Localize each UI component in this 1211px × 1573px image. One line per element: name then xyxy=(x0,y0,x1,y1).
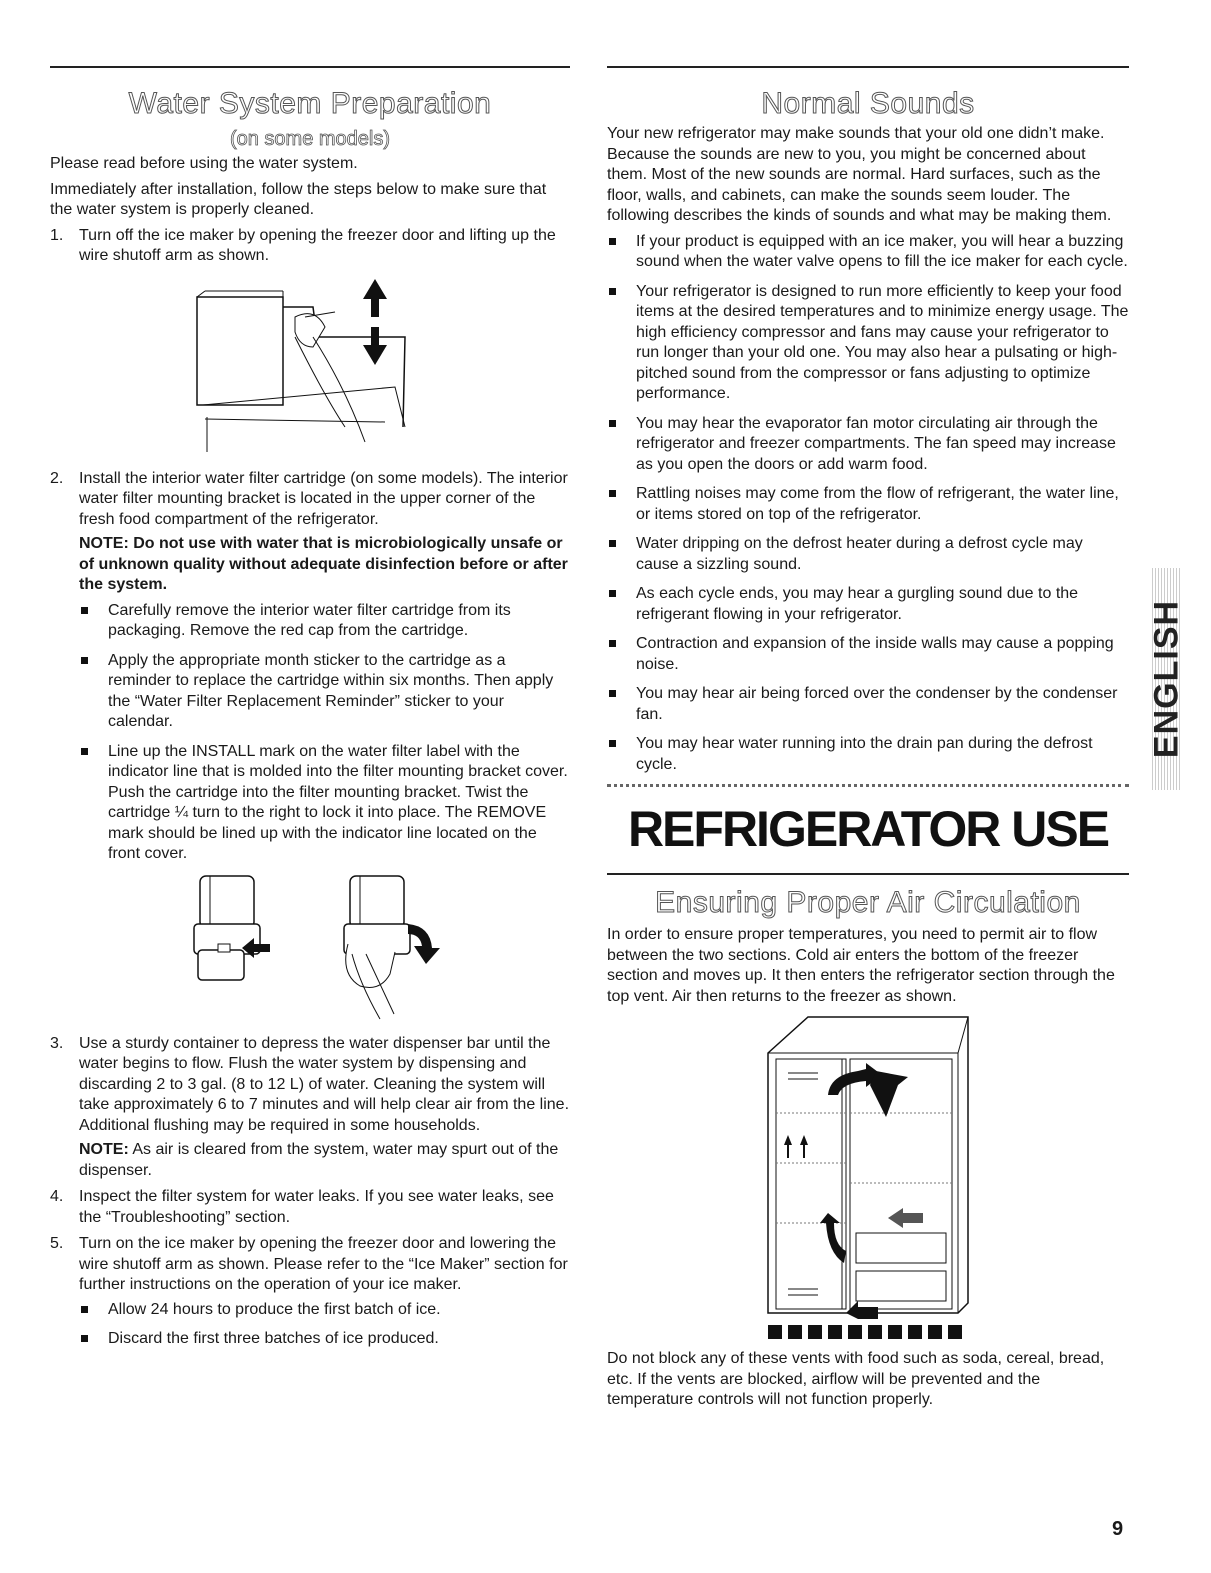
air-circulation-title: Ensuring Proper Air Circulation xyxy=(655,886,1081,919)
step-2: 2. Install the interior water filter cartridge (on some models). The interior water filter mounting bracket is located in the upper corner of the fresh food compartment of the refrigerator. NOTE: Do not use with water that is microbiologically unsafe or of unknown quality without adequate disinfection before or after the system. Carefully remove the interior water filter cartridge from its packaging. Remove the red cap from the cartridge. Apply the appropriate month sticker to the cartridge as a reminder to replace the cartridge within six months. Then apply the “Water Filter Replacement Reminder” sticker to your calendar. Line up the INSTALL mark on the water filter label with the indicator line that is molded into the filter mounting bracket cover. Push the cartridge into the filter mounting bracket. Twist the cartridge ¼ turn to the right to lock it into place. The REMOVE mark should be lined up with the indicator line located on the front cover. xyxy=(50,469,570,865)
intro-paragraph-2: Immediately after installation, follow the steps below to make sure that the water system is properly cleaned. xyxy=(50,180,547,218)
step-5: 5. Turn on the ice maker by opening the freezer door and lowering the wire shutoff arm as shown. Please refer to the “Ice Maker” section for further instructions on the operation of your ice maker. Allow 24 hours to produce the first batch of ice. Discard the first three batches of ice produced. xyxy=(50,1234,570,1350)
steps-list-3 xyxy=(50,1034,570,1350)
right-column xyxy=(607,66,1129,1416)
normal-sounds-title: Normal Sounds xyxy=(761,87,975,120)
list-item: You may hear the evaporator fan motor circulating air through the refrigerator and freezer compartments. The fan speed may increase as you open the doors or add warm food. xyxy=(607,414,1129,476)
dotted-divider xyxy=(607,784,1129,793)
steps-list xyxy=(50,226,570,267)
section-rule xyxy=(607,66,1129,68)
list-item: You may hear air being forced over the condenser by the condenser fan. xyxy=(607,684,1129,725)
water-system-title: Water System Preparation xyxy=(128,87,492,120)
list-item: You may hear water running into the drain pan during the defrost cycle. xyxy=(607,734,1129,775)
step-2-bullets xyxy=(79,601,570,865)
step-1: 1. Turn off the ice maker by opening the freezer door and lifting up the wire shutoff arm as shown. xyxy=(50,226,556,264)
steps-list-2 xyxy=(50,469,570,865)
step-3: 3. Use a sturdy container to depress the water dispenser bar until the water begins to flow. Flush the water system by dispensing and discarding 2 to 3 gal. (8 to 12 L) of water. Cleaning the system will take approximately 6 to 7 minutes and will help clear air from the line. Additional flushing may be required in some households. NOTE: As air is cleared from the system, water may spurt out of the dispenser. xyxy=(50,1034,570,1182)
list-item: If your product is equipped with an ice maker, you will hear a buzzing sound when the water valve opens to fill the ice maker for each cycle. xyxy=(607,232,1129,273)
list-item: Allow 24 hours to produce the first batch of ice. xyxy=(79,1300,570,1321)
list-item: Rattling noises may come from the flow of refrigerant, the water line, or items stored on top of the refrigerator. xyxy=(607,484,1129,525)
air-circulation-figure xyxy=(758,1013,978,1343)
normal-sounds-intro: Your new refrigerator may make sounds that your old one didn’t make. Because the sounds are new to you, you might be concerned about them. Most of the new sounds are normal. Hard surfaces, such as the floor, walls, and cabinets, can make the sounds seem louder. The following describes the kinds of sounds and what may be making them. xyxy=(607,125,1112,224)
list-item: Your refrigerator is designed to run more efficiently to keep your food items at the desired temperatures and to minimize energy usage. The high efficiency compressor and fans may cause your refrigerator to run longer than your old one. You may also hear a pulsating or high-pitched sound from the compressor or fans adjusting to optimize performance. xyxy=(607,282,1129,405)
normal-sounds-list xyxy=(607,232,1129,776)
air-circulation-text: In order to ensure proper temperatures, you need to permit air to flow between the two sections. Cold air enters the bottom of the freezer section and moves up. It then enters the refrigerator section through the top vent. Air then returns to the freezer as shown. xyxy=(607,926,1115,1005)
page-number: 9 xyxy=(1112,1518,1124,1540)
water-system-subtitle: (on some models) xyxy=(229,128,391,150)
ice-maker-shutoff-figure xyxy=(195,277,425,457)
filter-cartridge-figure xyxy=(180,874,440,1024)
section-rule xyxy=(50,66,570,68)
section-rule xyxy=(607,873,1129,875)
step-3-note: NOTE: As air is cleared from the system, water may spurt out of the dispenser. xyxy=(79,1141,559,1179)
list-item: Carefully remove the interior water filter cartridge from its packaging. Remove the red cap from the cartridge. xyxy=(79,601,570,642)
language-side-tab: ENGLISH xyxy=(1152,568,1182,790)
air-circulation-warning: Do not block any of these vents with food such as soda, cereal, bread, etc. If the vents are blocked, airflow will be prevented and the temperature controls will not function properly. xyxy=(607,1350,1105,1408)
step-4: 4. Inspect the filter system for water leaks. If you see water leaks, see the “Troubleshooting” section. xyxy=(50,1188,554,1226)
list-item: Apply the appropriate month sticker to the cartridge as a reminder to replace the cartridge within six months. Then apply the “Water Filter Replacement Reminder” sticker to your calendar. xyxy=(79,651,570,733)
list-item: Contraction and expansion of the inside walls may cause a popping noise. xyxy=(607,634,1129,675)
step-2-note: NOTE: Do not use with water that is microbiologically unsafe or of unknown quality without adequate disinfection before or after the system. xyxy=(79,535,568,593)
intro-paragraph-1: Please read before using the water system. xyxy=(50,155,358,172)
step-5-bullets xyxy=(79,1300,570,1350)
left-column xyxy=(50,66,570,1359)
list-item: As each cycle ends, you may hear a gurgling sound due to the refrigerant flowing in your refrigerator. xyxy=(607,584,1129,625)
refrigerator-use-heading: REFRIGERATOR USE xyxy=(627,801,1109,857)
list-item: Water dripping on the defrost heater during a defrost cycle may cause a sizzling sound. xyxy=(607,534,1129,575)
list-item: Discard the first three batches of ice produced. xyxy=(79,1329,570,1350)
list-item: Line up the INSTALL mark on the water filter label with the indicator line that is molded into the filter mounting bracket cover. Push the cartridge into the filter mounting bracket. Twist the cartridge ¼ turn to the right to lock it into place. The REMOVE mark should be lined up with the indicator line located on the front cover. xyxy=(79,742,570,865)
